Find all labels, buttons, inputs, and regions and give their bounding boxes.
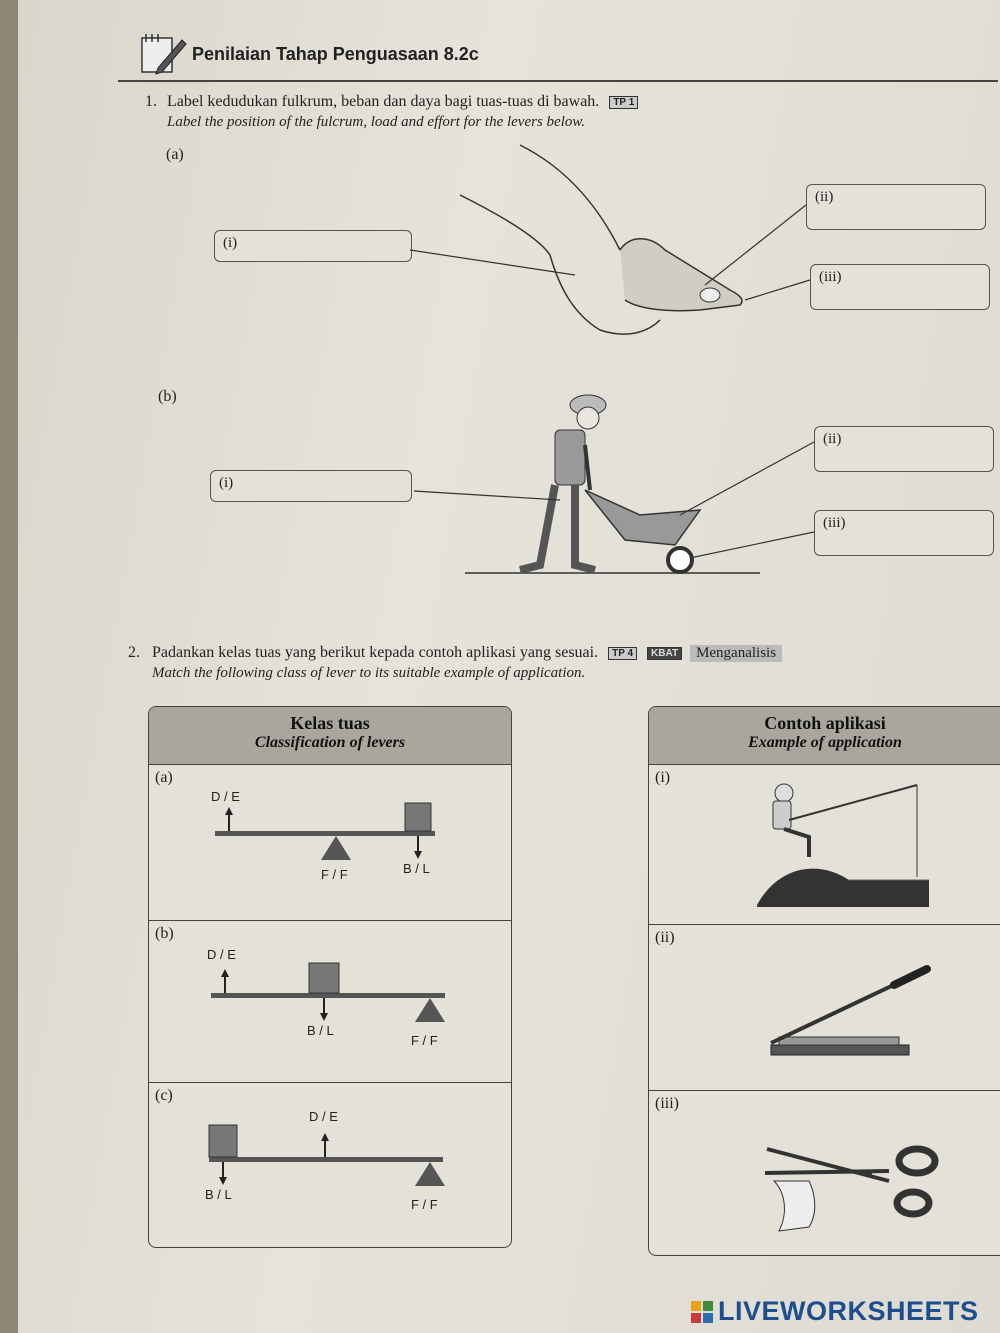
lever-a-effort-label: D / E (211, 789, 240, 804)
lever-row-b (149, 921, 511, 1083)
section-title: Penilaian Tahap Penguasaan 8.2c (192, 44, 479, 64)
application-row-iii (649, 1091, 1000, 1255)
fishing-rod-illustration (649, 765, 999, 925)
q2-number: 2. (128, 644, 140, 661)
q1b-answer-box-ii[interactable] (814, 426, 994, 472)
q1b-answer-box-iii[interactable] (814, 510, 994, 556)
q1b-answer-box-i[interactable] (210, 470, 412, 502)
application-table-subtitle: Example of application (748, 734, 902, 751)
q1b-box-iii-label: (iii) (823, 515, 846, 531)
q1b-box-ii-label: (ii) (823, 431, 842, 447)
q1b-label: (b) (158, 388, 177, 405)
q2-kbat-badge: KBAT (647, 647, 682, 660)
liveworksheets-logo-icon (690, 1300, 716, 1326)
lever-table-subtitle: Classification of levers (254, 734, 406, 751)
lever-diagram-a (149, 765, 509, 921)
paper-cutter-illustration (649, 925, 999, 1091)
application-row-i-label: (i) (655, 769, 671, 786)
lever-row-b-label: (b) (155, 925, 174, 942)
q1a-answer-box-iii[interactable] (810, 264, 990, 310)
book-spine (0, 0, 18, 1333)
lever-table-title: Kelas tuas (290, 713, 370, 733)
lever-row-a-label: (a) (155, 769, 173, 786)
application-table-header (649, 707, 1000, 765)
wheelbarrow-worker-illustration (410, 390, 820, 580)
q1-text-en: Label the position of the fulcrum, load and effort for the levers below. (167, 114, 586, 130)
q2-text-ms (152, 644, 782, 662)
q2-text-en: Match the following class of lever to its suitable example of application. (152, 665, 586, 681)
lever-b-fulcrum-label: F / F (411, 1033, 438, 1048)
lever-diagram-c (149, 1083, 509, 1245)
q2-tp-badge: TP 4 (608, 647, 637, 660)
application-row-iii-label: (iii) (655, 1095, 679, 1112)
lever-b-load-label: B / L (307, 1023, 334, 1038)
q1a-box-i-label: (i) (223, 235, 238, 251)
lever-a-load-label: B / L (403, 861, 430, 876)
application-example-table (648, 706, 1000, 1256)
lever-c-load-label: B / L (205, 1187, 232, 1202)
lever-row-c-label: (c) (155, 1087, 173, 1104)
application-table-title: Contoh aplikasi (764, 713, 886, 733)
application-row-ii-label: (ii) (655, 929, 675, 946)
lever-table-header (149, 707, 511, 765)
nutcracker-hand-illustration (400, 140, 820, 350)
lever-row-a (149, 765, 511, 921)
lever-classification-table (148, 706, 512, 1248)
q1-text-ms (167, 93, 638, 111)
q1a-box-iii-label: (iii) (819, 269, 842, 285)
watermark-text: LIVEWORKSHEETS (718, 1296, 979, 1326)
q2-skill-badge: Menganalisis (690, 645, 782, 662)
q1-number: 1. (145, 93, 157, 110)
q1b-box-i-label: (i) (219, 475, 234, 491)
application-row-i (649, 765, 1000, 925)
scissors-illustration (649, 1091, 999, 1255)
lever-c-effort-label: D / E (309, 1109, 338, 1124)
q1-text-ms-content: Label kedudukan fulkrum, beban dan daya bagi tuas-tuas di bawah. (167, 93, 600, 110)
q1-tp-badge: TP 1 (609, 96, 638, 109)
application-row-ii (649, 925, 1000, 1091)
lever-c-fulcrum-label: F / F (411, 1197, 438, 1212)
lever-a-fulcrum-label: F / F (321, 867, 348, 882)
lever-b-effort-label: D / E (207, 947, 236, 962)
q1a-answer-box-i[interactable] (214, 230, 412, 262)
q1a-answer-box-ii[interactable] (806, 184, 986, 230)
lever-diagram-b (149, 921, 509, 1083)
q1a-box-ii-label: (ii) (815, 189, 834, 205)
q1a-label: (a) (166, 146, 184, 163)
q2-text-ms-content: Padankan kelas tuas yang berikut kepada contoh aplikasi yang sesuai. (152, 644, 599, 661)
lever-row-c (149, 1083, 511, 1245)
